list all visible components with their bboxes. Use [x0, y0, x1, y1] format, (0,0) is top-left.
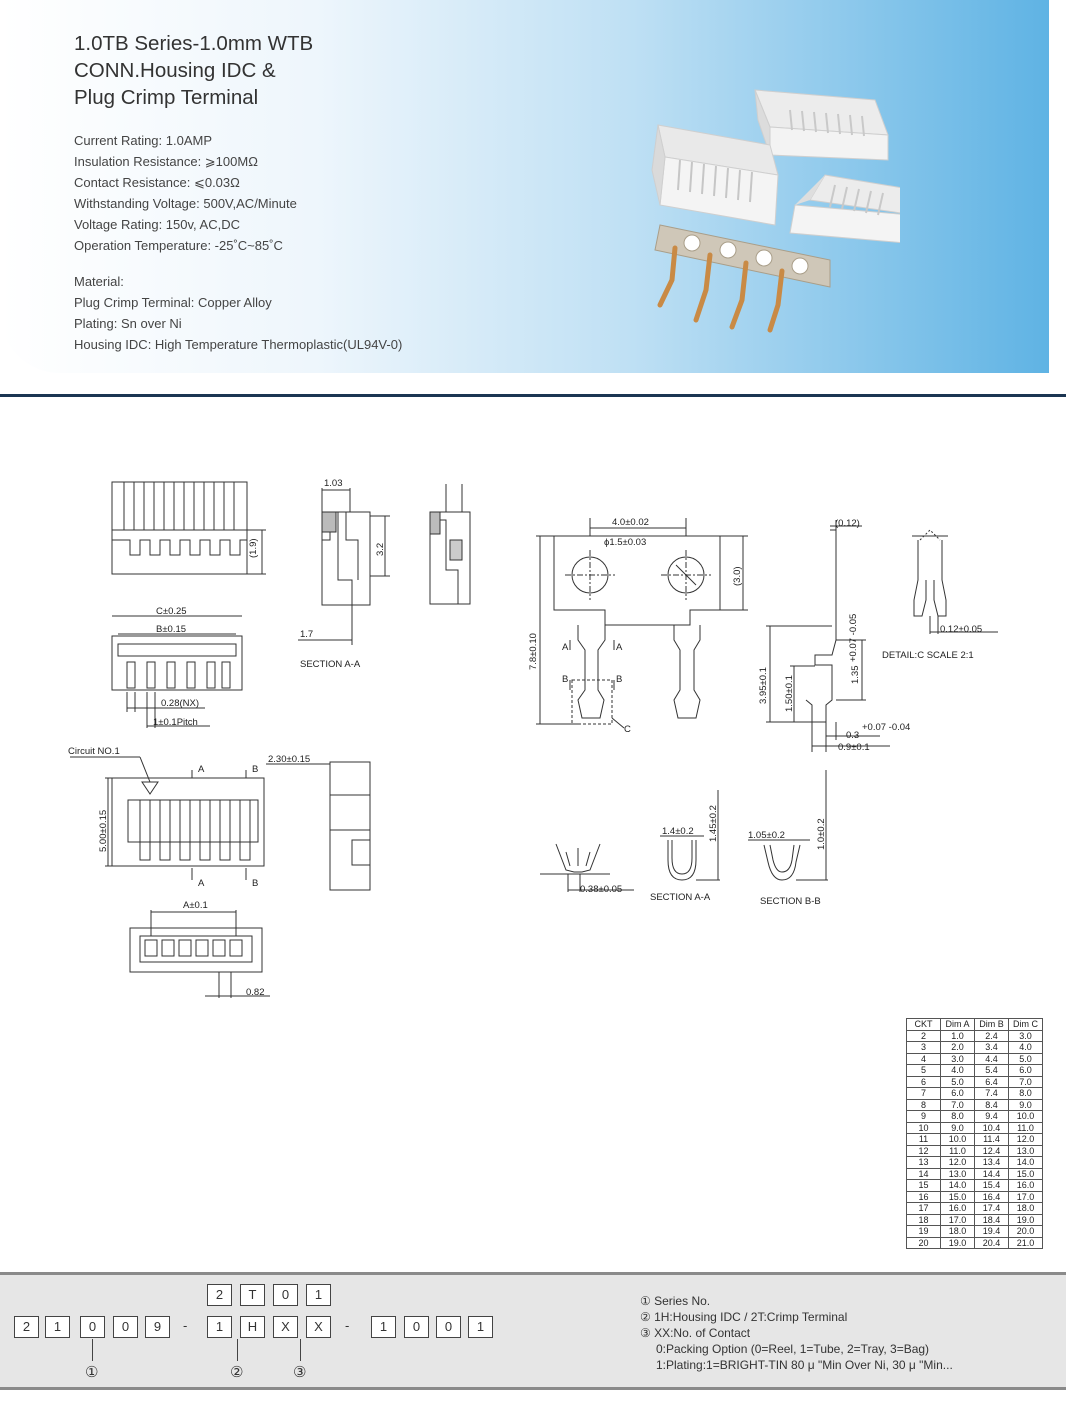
table-cell: 13 — [907, 1157, 941, 1169]
dim-0-82: 0.82 — [246, 987, 265, 998]
table-row — [907, 1168, 1043, 1180]
table-cell: 19 — [907, 1226, 941, 1238]
spec-item: Insulation Resistance: ⩾100MΩ — [74, 154, 258, 169]
legend-item: 1:Plating:1=BRIGHT-TIN 80 μ "Min Over Ni, 30 μ "Min... — [656, 1358, 953, 1372]
table-cell: 15.4 — [975, 1180, 1009, 1192]
part-code-box: 1 — [207, 1316, 232, 1338]
part-code-box: 0 — [273, 1284, 298, 1306]
table-cell: 10.0 — [941, 1134, 975, 1146]
table-row — [907, 1111, 1043, 1123]
table-cell: 4 — [907, 1053, 941, 1065]
table-cell: 11.4 — [975, 1134, 1009, 1146]
dim-b: B±0.15 — [156, 624, 187, 635]
segment-marker: ① — [85, 1363, 99, 1381]
table-cell: 10 — [907, 1122, 941, 1134]
table-row — [907, 1053, 1043, 1065]
table-cell: 12.0 — [1009, 1134, 1043, 1146]
table-cell: 6 — [907, 1076, 941, 1088]
table-cell: 1.0 — [941, 1030, 975, 1042]
table-cell: 19.0 — [941, 1237, 975, 1249]
table-cell: 8.0 — [1009, 1088, 1043, 1100]
housing-front-view — [112, 482, 266, 574]
dim-0-12: 0.12±0.05 — [940, 624, 983, 635]
table-cell: 18 — [907, 1214, 941, 1226]
table-header-cell: Dim C — [1009, 1019, 1043, 1031]
dim-0-3-tolerance: +0.07 -0.04 — [862, 722, 911, 733]
part-code-box: 0 — [404, 1316, 429, 1338]
dim-a: A±0.1 — [183, 900, 208, 911]
dim-1-50: 1.50±0.1 — [784, 675, 795, 712]
table-row — [907, 1214, 1043, 1226]
legend-item: ① Series No. — [640, 1294, 711, 1308]
table-cell: 8 — [907, 1099, 941, 1111]
dim-1-7: 1.7 — [300, 629, 314, 640]
label-b-bottom: B — [252, 878, 259, 889]
table-cell: 3.4 — [975, 1042, 1009, 1054]
part-code-dash: - — [183, 1318, 188, 1333]
label-a-left: A — [562, 642, 569, 653]
table-cell: 20.4 — [975, 1237, 1009, 1249]
label-a-right: A — [616, 642, 623, 653]
table-cell: 15.0 — [1009, 1168, 1043, 1180]
table-cell: 9.4 — [975, 1111, 1009, 1123]
terminal-carrier-view — [536, 518, 748, 728]
table-cell: 5.0 — [1009, 1053, 1043, 1065]
dim-0-38: 0.38±0.05 — [580, 884, 623, 895]
table-cell: 13.0 — [941, 1168, 975, 1180]
section-bb-label: SECTION B-B — [760, 896, 821, 907]
table-cell: 7 — [907, 1088, 941, 1100]
dim-4-0: 4.0±0.02 — [612, 517, 649, 528]
table-cell: 16.0 — [1009, 1180, 1043, 1192]
part-code-box: 1 — [371, 1316, 396, 1338]
dim-1-35: 1.35 — [850, 665, 861, 684]
table-header-cell: CKT — [907, 1019, 941, 1031]
housing-photo-top — [755, 90, 888, 160]
table-cell: 13.0 — [1009, 1145, 1043, 1157]
spec-item: Operation Temperature: -25˚C~85˚C — [74, 238, 283, 253]
table-cell: 11.0 — [1009, 1122, 1043, 1134]
dim-0-12-paren: (0.12) — [835, 518, 860, 529]
table-cell: 5.4 — [975, 1065, 1009, 1077]
legend-item: ③ XX:No. of Contact — [640, 1326, 751, 1340]
table-row — [907, 1157, 1043, 1169]
dim-3-2: 3.2 — [375, 542, 386, 556]
part-code-box: 1 — [306, 1284, 331, 1306]
part-code-box: H — [240, 1316, 265, 1338]
table-cell: 15.0 — [941, 1191, 975, 1203]
table-header-row — [907, 1019, 1043, 1031]
table-cell: 14.0 — [1009, 1157, 1043, 1169]
table-cell: 3.0 — [1009, 1030, 1043, 1042]
dim-3-95: 3.95±0.1 — [758, 667, 769, 704]
part-code-box: 0 — [436, 1316, 461, 1338]
part-code-box: 9 — [145, 1316, 170, 1338]
table-row — [907, 1237, 1043, 1249]
label-b-top: B — [252, 764, 259, 775]
table-cell: 18.0 — [1009, 1203, 1043, 1215]
table-cell: 11 — [907, 1134, 941, 1146]
legend-item: 0:Packing Option (0=Reel, 1=Tube, 2=Tray, 3=Bag) — [656, 1342, 930, 1356]
product-photo — [630, 65, 900, 345]
table-cell: 17 — [907, 1203, 941, 1215]
table-cell: 3.0 — [941, 1053, 975, 1065]
table-cell: 14.0 — [941, 1180, 975, 1192]
table-cell: 18.4 — [975, 1214, 1009, 1226]
table-cell: 8.0 — [941, 1111, 975, 1123]
section-aa-label-top: SECTION A-A — [300, 659, 361, 670]
material-list — [74, 271, 402, 355]
housing-end-view — [130, 910, 270, 998]
table-row — [907, 1134, 1043, 1146]
part-code-box: 2 — [14, 1316, 39, 1338]
dim-phi: ϕ1.5±0.03 — [604, 537, 647, 548]
table-cell: 16 — [907, 1191, 941, 1203]
technical-drawing — [0, 420, 1066, 1020]
table-cell: 7.4 — [975, 1088, 1009, 1100]
table-row — [907, 1145, 1043, 1157]
part-code-box: T — [240, 1284, 265, 1306]
product-title — [74, 30, 313, 111]
table-cell: 3 — [907, 1042, 941, 1054]
terminal-side-profile — [766, 520, 890, 752]
material-item: Plating: Sn over Ni — [74, 316, 182, 331]
label-c: C — [624, 724, 631, 735]
part-code-box: 1 — [45, 1316, 70, 1338]
table-cell: 12.4 — [975, 1145, 1009, 1157]
dim-0-28: 0.28(NX) — [161, 698, 200, 709]
table-cell: 12.0 — [941, 1157, 975, 1169]
dim-1-35-tolerance: +0.07 -0.05 — [848, 613, 859, 662]
table-cell: 20 — [907, 1237, 941, 1249]
title-line: CONN.Housing IDC & — [74, 59, 276, 82]
table-cell: 19.0 — [1009, 1214, 1043, 1226]
dim-1-45: 1.45±0.2 — [708, 805, 719, 842]
part-code-dash: - — [345, 1318, 350, 1333]
table-cell: 6.4 — [975, 1076, 1009, 1088]
dim-c: C±0.25 — [156, 606, 187, 617]
dimension-table — [906, 1018, 1043, 1249]
title-line: Plug Crimp Terminal — [74, 86, 259, 109]
leader-line — [300, 1339, 301, 1361]
table-cell: 21.0 — [1009, 1237, 1043, 1249]
detail-c-label: DETAIL:C SCALE 2:1 — [882, 650, 974, 661]
table-cell: 17.0 — [1009, 1191, 1043, 1203]
table-header-cell: Dim A — [941, 1019, 975, 1031]
table-cell: 13.4 — [975, 1157, 1009, 1169]
dim-1-9: (1.9) — [248, 538, 259, 558]
label-b-left: B — [562, 674, 569, 685]
part-code-box: 2 — [207, 1284, 232, 1306]
part-code-box: X — [306, 1316, 331, 1338]
dim-1-0: 1.0±0.2 — [816, 818, 827, 850]
table-cell: 9.0 — [1009, 1099, 1043, 1111]
table-cell: 12 — [907, 1145, 941, 1157]
housing-photo-right — [790, 175, 900, 243]
divider-rule — [0, 394, 1066, 397]
part-code-box: 0 — [113, 1316, 138, 1338]
label-a-bottom: A — [198, 878, 205, 889]
table-cell: 7.0 — [1009, 1076, 1043, 1088]
spec-item: Voltage Rating: 150v, AC,DC — [74, 217, 240, 232]
table-cell: 6.0 — [941, 1088, 975, 1100]
dim-pitch: 1±0.1Pitch — [153, 717, 198, 728]
table-row — [907, 1042, 1043, 1054]
table-cell: 2 — [907, 1030, 941, 1042]
detail-c-view — [912, 530, 998, 634]
table-cell: 5.0 — [941, 1076, 975, 1088]
dim-3-0: (3.0) — [732, 566, 743, 586]
table-cell: 17.0 — [941, 1214, 975, 1226]
table-cell: 4.4 — [975, 1053, 1009, 1065]
table-cell: 19.4 — [975, 1226, 1009, 1238]
leader-line — [92, 1339, 93, 1361]
table-cell: 8.4 — [975, 1099, 1009, 1111]
table-cell: 11.0 — [941, 1145, 975, 1157]
table-cell: 2.0 — [941, 1042, 975, 1054]
housing-side-section — [430, 484, 470, 604]
material-item: Housing IDC: High Temperature Thermoplastic(UL94V-0) — [74, 337, 403, 352]
table-cell: 5 — [907, 1065, 941, 1077]
table-cell: 9.0 — [941, 1122, 975, 1134]
housing-photo-left — [652, 125, 778, 225]
dim-1-4: 1.4±0.2 — [662, 826, 694, 837]
label-a-top: A — [198, 764, 205, 775]
leader-line — [237, 1339, 238, 1361]
table-cell: 9 — [907, 1111, 941, 1123]
legend-item: ② 1H:Housing IDC / 2T:Crimp Terminal — [640, 1310, 848, 1324]
part-code-box: 1 — [468, 1316, 493, 1338]
table-row — [907, 1076, 1043, 1088]
title-line: 1.0TB Series-1.0mm WTB — [74, 32, 314, 55]
terminal-strip-photo — [655, 225, 830, 330]
table-cell: 7.0 — [941, 1099, 975, 1111]
spec-item: Contact Resistance: ⩽0.03Ω — [74, 175, 240, 190]
spec-item: Current Rating: 1.0AMP — [74, 133, 213, 148]
segment-marker: ② — [230, 1363, 244, 1381]
table-row — [907, 1088, 1043, 1100]
section-aa-label-bottom: SECTION A-A — [650, 892, 711, 903]
circuit-no-label: Circuit NO.1 — [68, 746, 120, 757]
table-cell: 4.0 — [1009, 1042, 1043, 1054]
table-cell: 18.0 — [941, 1226, 975, 1238]
part-number-panel — [0, 1272, 1066, 1390]
part-number-legend — [640, 1293, 953, 1373]
table-cell: 16.4 — [975, 1191, 1009, 1203]
dim-1-03: 1.03 — [324, 478, 343, 489]
table-row — [907, 1203, 1043, 1215]
table-cell: 14 — [907, 1168, 941, 1180]
table-cell: 14.4 — [975, 1168, 1009, 1180]
table-cell: 10.4 — [975, 1122, 1009, 1134]
part-code-box: 0 — [80, 1316, 105, 1338]
table-header-cell: Dim B — [975, 1019, 1009, 1031]
table-row — [907, 1226, 1043, 1238]
table-row — [907, 1122, 1043, 1134]
dim-7-8: 7.8±0.10 — [528, 633, 539, 670]
header-banner — [0, 0, 1049, 373]
material-item: Plug Crimp Terminal: Copper Alloy — [74, 295, 272, 310]
table-cell: 4.0 — [941, 1065, 975, 1077]
table-row — [907, 1191, 1043, 1203]
table-row — [907, 1180, 1043, 1192]
table-row — [907, 1030, 1043, 1042]
table-cell: 17.4 — [975, 1203, 1009, 1215]
dim-1-05: 1.05±0.2 — [748, 830, 785, 841]
table-cell: 15 — [907, 1180, 941, 1192]
segment-marker: ③ — [293, 1363, 307, 1381]
table-row — [907, 1065, 1043, 1077]
dim-0-3: 0.3 — [846, 730, 860, 741]
dim-5-00: 5.00±0.15 — [98, 809, 109, 852]
dim-2-30: 2.30±0.15 — [268, 754, 311, 765]
table-row — [907, 1099, 1043, 1111]
dim-0-9: 0.9±0.1 — [838, 742, 870, 753]
table-cell: 6.0 — [1009, 1065, 1043, 1077]
table-cell: 2.4 — [975, 1030, 1009, 1042]
table-cell: 10.0 — [1009, 1111, 1043, 1123]
part-code-box: X — [273, 1316, 298, 1338]
label-b-right: B — [616, 674, 623, 685]
dimension-table-body — [907, 1030, 1043, 1249]
section-aa-view — [298, 488, 390, 645]
table-cell: 16.0 — [941, 1203, 975, 1215]
table-cell: 20.0 — [1009, 1226, 1043, 1238]
material-item: Material: — [74, 274, 124, 289]
housing-side-profile — [266, 762, 370, 890]
spec-item: Withstanding Voltage: 500V,AC/Minute — [74, 196, 297, 211]
spec-list — [74, 130, 297, 256]
